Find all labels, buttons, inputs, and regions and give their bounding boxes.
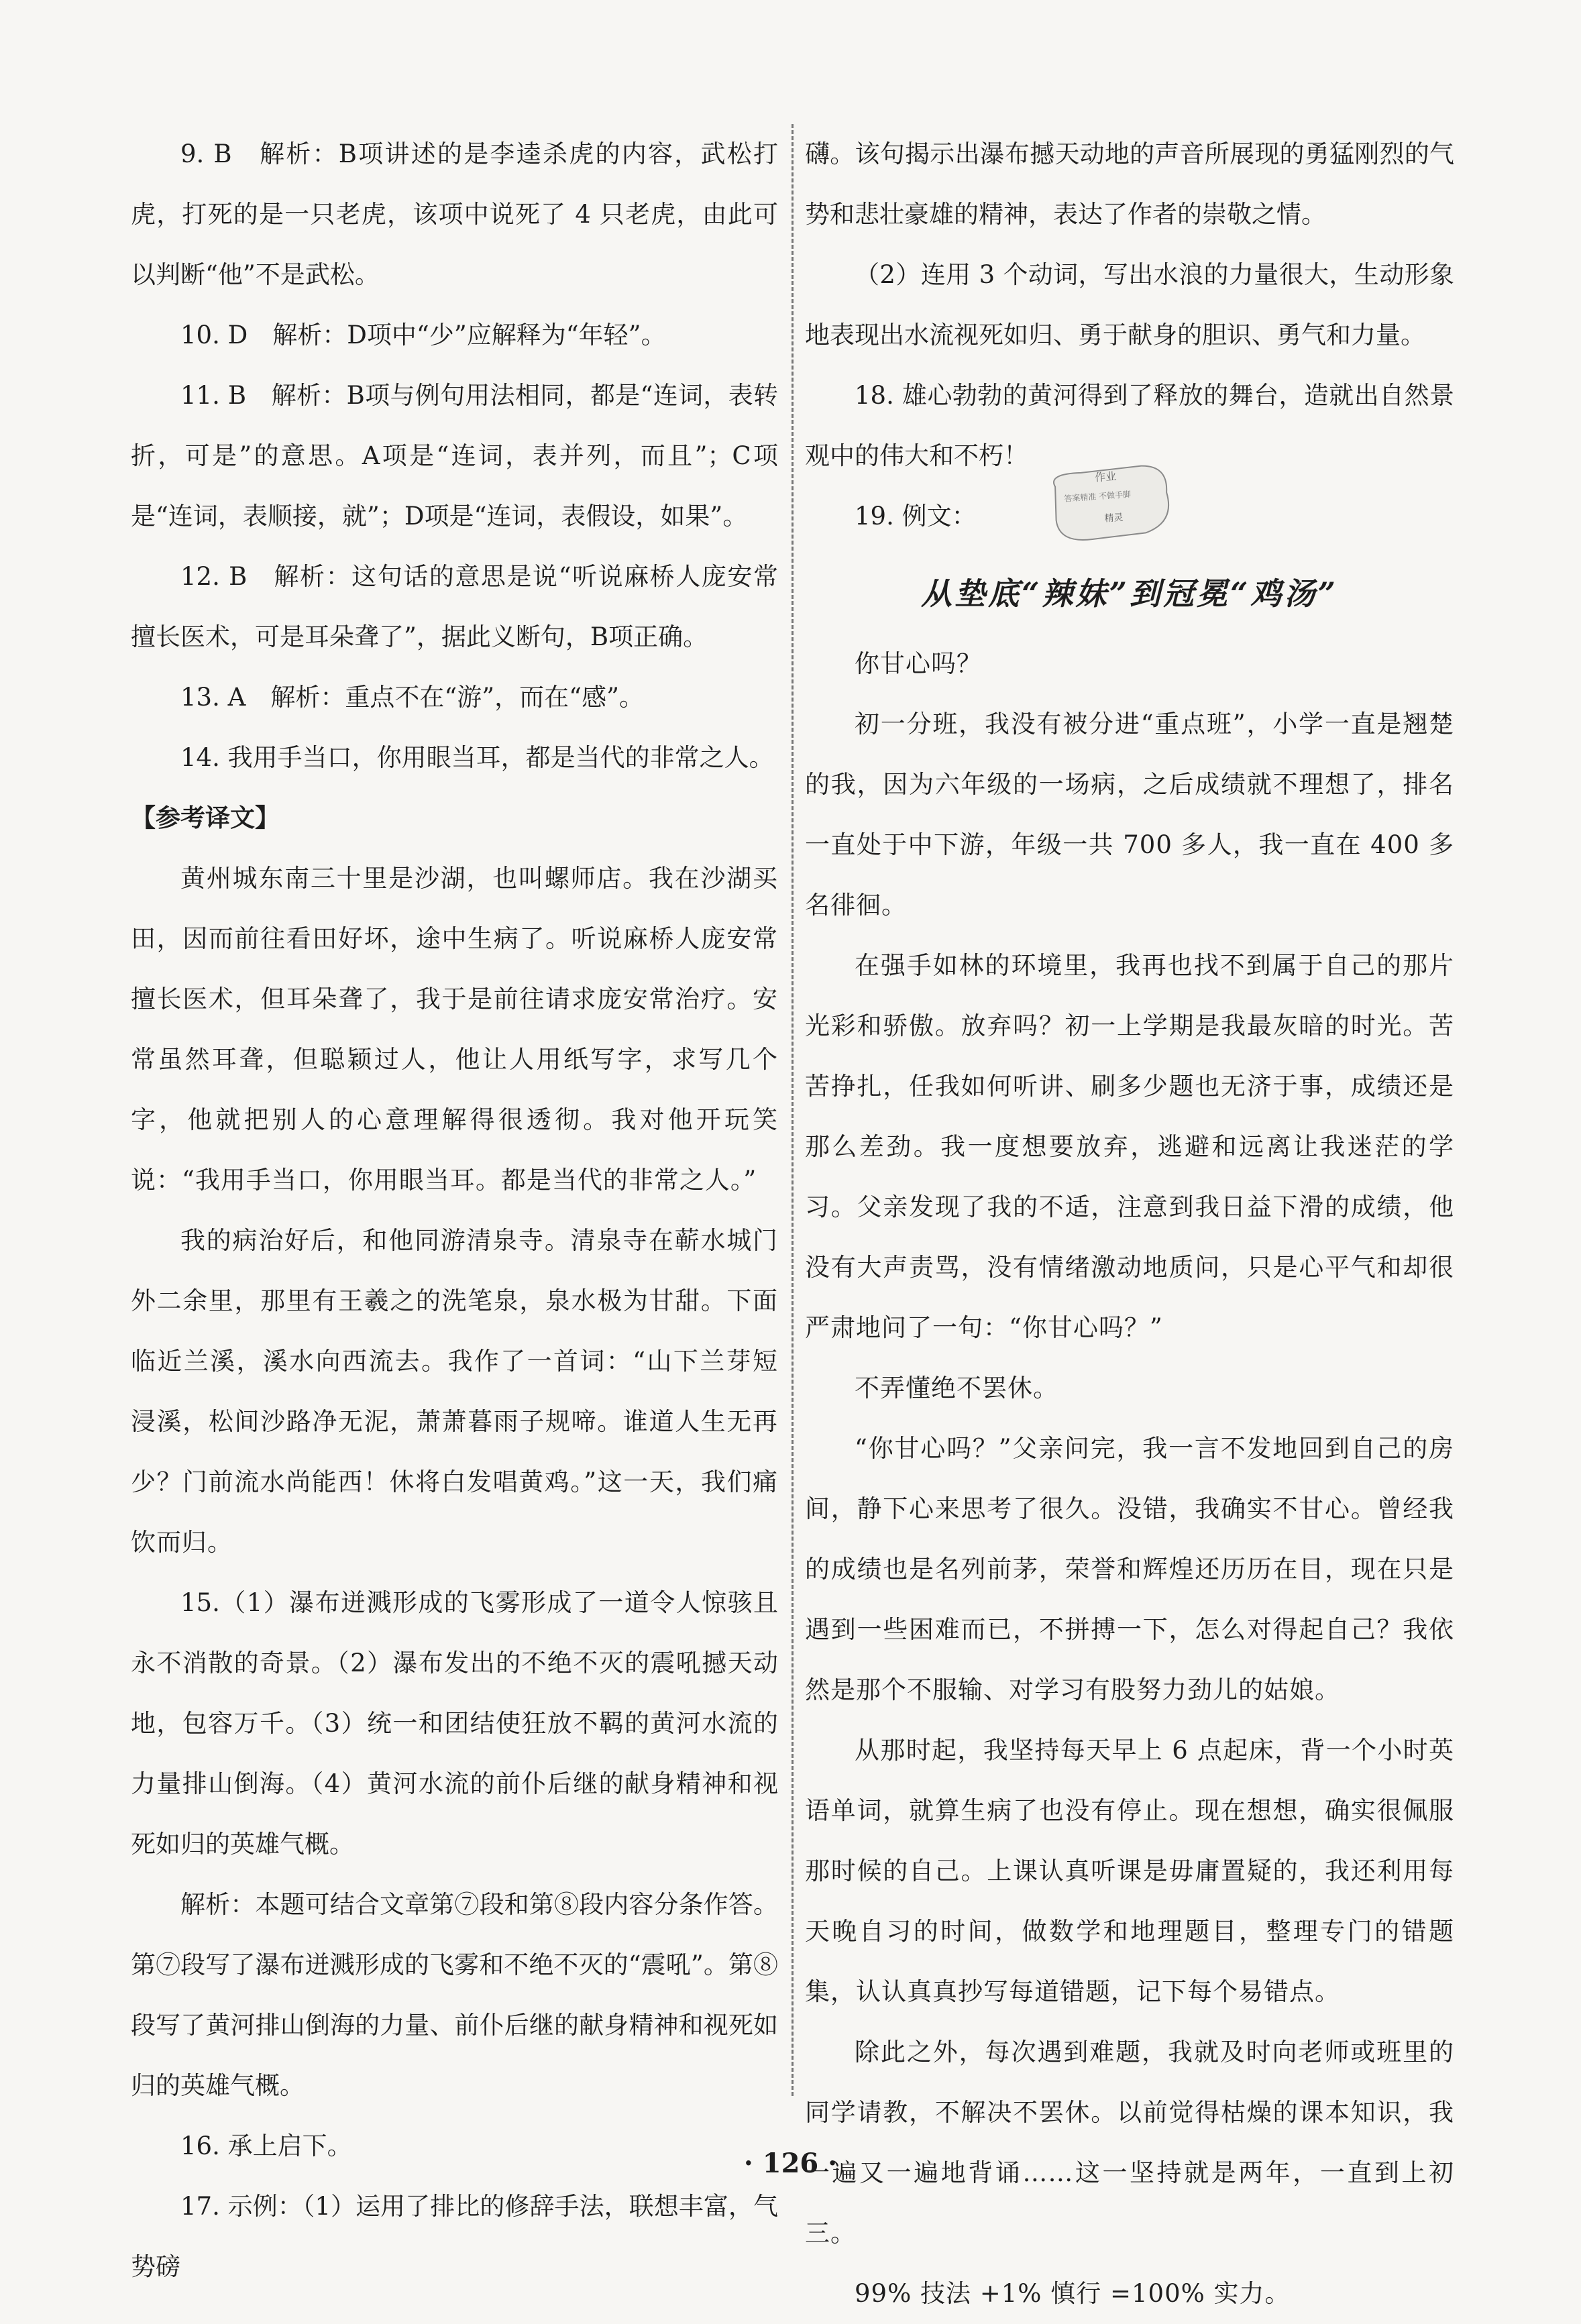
essay-paragraph-4: 不弄懂绝不罢休。 xyxy=(855,1374,1058,1402)
essay-paragraph-5: “你甘心吗？”父亲问完，我一言不发地回到自己的房间，静下心来思考了很久。没错，我确实不甘心。曾经我的成绩也是名列前茅，荣誉和辉煌还历历在目，现在只是遇到一些困难而已，不拼搏一下，怎么对得起自己？我依然是那个不服输、对学习有股努力劲儿的姑娘。 xyxy=(805,1434,1454,1704)
stamp-text-middle: 答案精准 不做手脚 xyxy=(1063,489,1132,504)
page-number: · 126 · xyxy=(743,2148,838,2179)
essay-paragraph-6: 从那时起，我坚持每天早上 6 点起床，背一个小时英语单词，就算生病了也没有停止。现在想想，确实很佩服那时候的自己。上课认真听课是毋庸置疑的，我还利用每天晚自习的时间，做数学和地理题目，整理专门的错题集，认认真真抄写每道错题，记下每个易错点。 xyxy=(805,1736,1454,2006)
answer-17-part-2: （2）连用 3 个动词，写出水浪的力量很大，生动形象地表现出水流视死如归、勇于献身的胆识、勇气和力量。 xyxy=(805,260,1454,349)
stamp-text-bottom: 精灵 xyxy=(1104,512,1124,524)
answer-15: 15.（1）瀑布迸溅形成的飞雾形成了一道令人惊骇且永不消散的奇景。（2）瀑布发出的不绝不灭的震吼撼天动地，包容万千。（3）统一和团结使狂放不羁的黄河水流的力量排山倒海。（4）黄河水流的前仆后继的献身精神和视死如归的英雄气概。 xyxy=(131,1588,778,1859)
translation-paragraph-1: 黄州城东南三十里是沙湖，也叫螺师店。我在沙湖买田，因而前往看田好坏，途中生病了。听说麻桥人庞安常擅长医术，但耳朵聋了，我于是前往请求庞安常治疗。安常虽然耳聋，但聪颖过人，他让人用纸写字，求写几个字，他就把别人的心意理解得很透彻。我对他开玩笑说：“我用手当口，你用眼当耳。都是当代的非常之人。” xyxy=(131,864,778,1195)
essay-paragraph-8: 99% 技法 +1% 慎行 =100% 实力。 xyxy=(855,2279,1291,2308)
answer-10: 10. D 解析：D项中“少”应解释为“年轻”。 xyxy=(180,321,666,349)
essay-paragraph-2: 初一分班，我没有被分进“重点班”，小学一直是翘楚的我，因为六年级的一场病，之后成绩就不理想了，排名一直处于中下游，年级一共 700 多人，我一直在 400 多名徘徊。 xyxy=(805,710,1454,920)
essay-paragraph-7: 除此之外，每次遇到难题，我就及时向老师或班里的同学请教，不解决不罢休。以前觉得枯燥的课本知识，我一遍又一遍地背诵……这一坚持就是两年，一直到上初三。 xyxy=(805,2038,1454,2248)
essay-paragraph-3: 在强手如林的环境里，我再也找不到属于自己的那片光彩和骄傲。放弃吗？初一上学期是我最灰暗的时光。苦苦挣扎，任我如何听讲、刷多少题也无济于事，成绩还是那么差劲。我一度想要放弃，逃避和远离让我迷茫的学习。父亲发现了我的不适，注意到我日益下滑的成绩，他没有大声责骂，没有情绪激动地质问，只是心平气和却很严肃地问了一句：“你甘心吗？” xyxy=(805,951,1454,1342)
answer-16: 16. 承上启下。 xyxy=(180,2132,352,2160)
answer-19: 19. 例文： xyxy=(855,502,977,531)
answer-14: 14. 我用手当口，你用眼当耳，都是当代的非常之人。 xyxy=(180,743,774,772)
watermark-stamp xyxy=(1040,458,1180,548)
answer-11: 11. B 解析：B项与例句用法相同，都是“连词，表转折，可是”的意思。A项是“连词，表并列，而且”；C项是“连词，表顺接，就”；D项是“连词，表假设，如果”。 xyxy=(131,381,778,531)
translation-paragraph-2: 我的病治好后，和他同游清泉寺。清泉寺在蕲水城门外二余里，那里有王羲之的洗笔泉，泉水极为甘甜。下面临近兰溪，溪水向西流去。我作了一首词：“山下兰芽短浸溪，松间沙路净无泥，萧萧暮雨子规啼。谁道人生无再少？门前流水尚能西！休将白发唱黄鸡。”这一天，我们痛饮而归。 xyxy=(131,1226,778,1557)
right-column xyxy=(805,124,1454,2324)
answer-9: 9. B 解析：B项讲述的是李逵杀虎的内容，武松打虎，打死的是一只老虎，该项中说死了 4 只老虎，由此可以判断“他”不是武松。 xyxy=(131,140,778,289)
column-divider xyxy=(792,124,794,2096)
answer-17-continued: 礴。该句揭示出瀑布撼天动地的声音所展现的勇猛刚烈的气势和悲壮豪雄的精神，表达了作者的崇敬之情。 xyxy=(805,140,1454,229)
answer-18: 18. 雄心勃勃的黄河得到了释放的舞台，造就出自然景观中的伟大和不朽！ xyxy=(805,381,1454,470)
essay-paragraph-1: 你甘心吗？ xyxy=(855,649,982,678)
stamp-text-top: 作业 xyxy=(1094,469,1117,484)
translation-heading: 【参考译文】 xyxy=(131,804,280,832)
essay-title: 从垫底“辣妹”到冠冕“鸡汤” xyxy=(921,575,1338,612)
answer-17: 17. 示例：（1）运用了排比的修辞手法，联想丰富，气势磅 xyxy=(131,2192,778,2281)
left-column xyxy=(131,124,778,2297)
answer-12: 12. B 解析：这句话的意思是说“听说麻桥人庞安常擅长医术，可是耳朵聋了”，据此义断句，B项正确。 xyxy=(131,562,778,651)
answer-13: 13. A 解析：重点不在“游”，而在“感”。 xyxy=(180,683,644,712)
answer-15-analysis: 解析：本题可结合文章第⑦段和第⑧段内容分条作答。第⑦段写了瀑布迸溅形成的飞雾和不绝不灭的“震吼”。第⑧段写了黄河排山倒海的力量、前仆后继的献身精神和视死如归的英雄气概。 xyxy=(131,1890,778,2100)
